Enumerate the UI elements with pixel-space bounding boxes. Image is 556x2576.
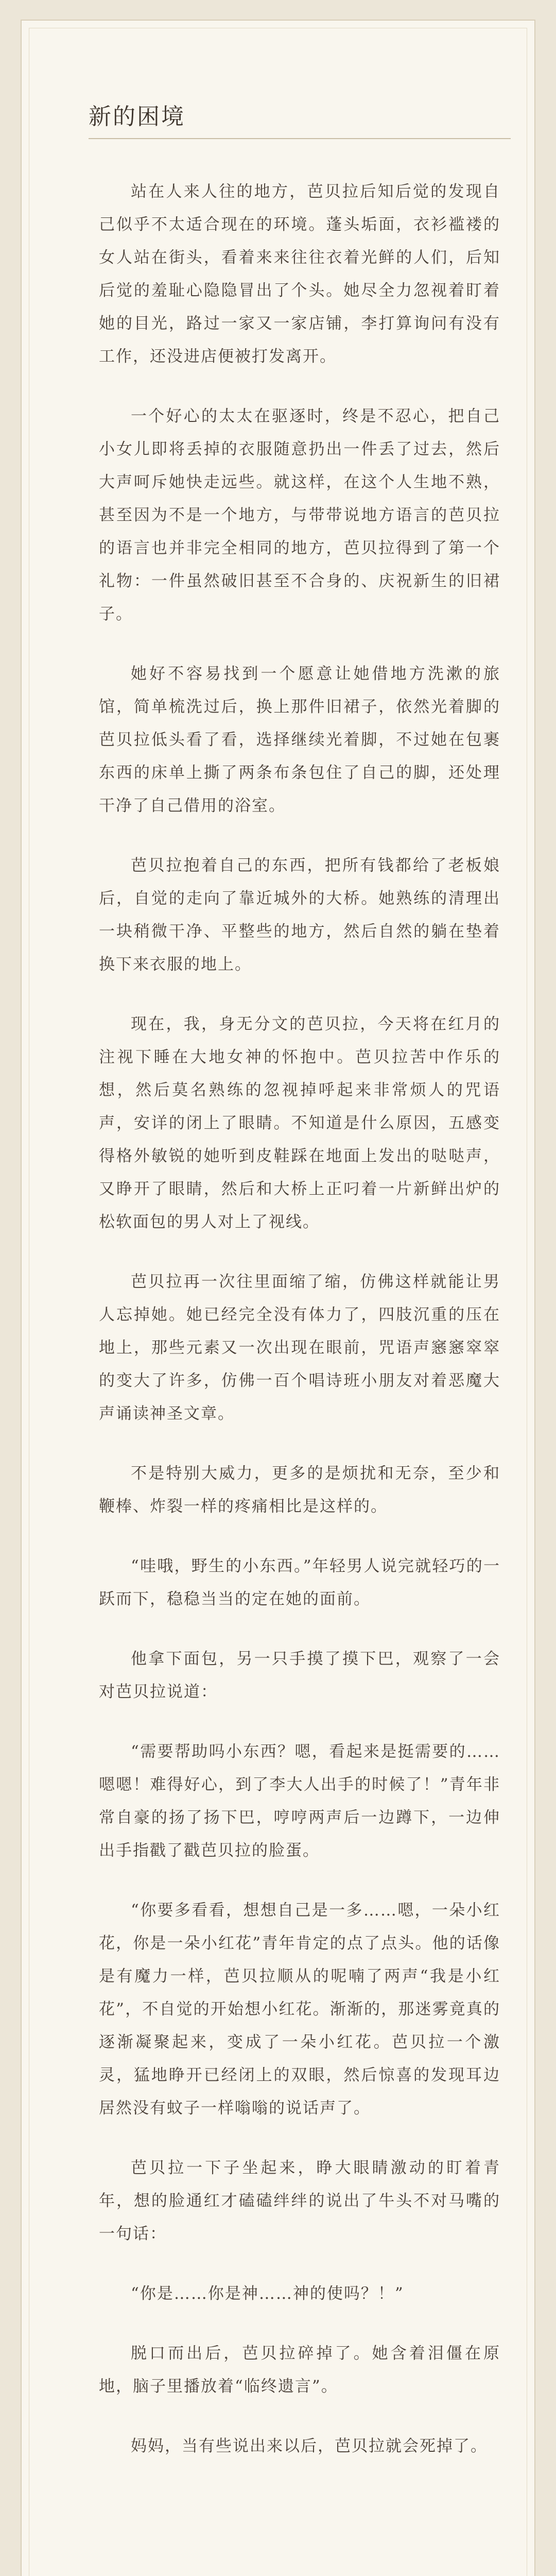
title-divider — [89, 138, 511, 139]
note-paper — [21, 20, 535, 2576]
paragraph: 芭贝拉再一次往里面缩了缩，仿佛这样就能让男人忘掉她。她已经完全没有体力了，四肢沉重的压在地上，那些元素又一次出现在眼前，咒语声窸窸窣窣的变大了许多，仿佛一百个唱诗班小朋友对着恶魔大声诵读神圣文章。 — [99, 1273, 500, 1423]
paragraph: 她好不容易找到一个愿意让她借地方洗漱的旅馆，简单梳洗过后，换上那件旧裙子，依然光着脚的芭贝拉低头看了看，选择继续光着脚，不过她在包裹东西的床单上撕了两条布条包住了自己的脚，还处理干净了自己借用的浴室。 — [99, 665, 500, 815]
paragraph: “哇哦，野生的小东西。”年轻男人说完就轻巧的一跃而下，稳稳当当的定在她的面前。 — [99, 1557, 500, 1608]
paragraph: “你是……你是神……神的使吗？！” — [131, 2284, 404, 2303]
paragraph: 站在人来人往的地方，芭贝拉后知后觉的发现自己似乎不太适合现在的环境。蓬头垢面，衣衫褴褛的女人站在街头，看着来来往往衣着光鲜的人们，后知后觉的羞耻心隐隐冒出了个头。她尽全力忽视着盯着她的目光，路过一家又一家店铺，李打算询问有没有工作，还没进店便被打发离开。 — [99, 182, 500, 366]
article-body — [99, 175, 500, 2489]
paragraph: 他拿下面包，另一只手摸了摸下巴，观察了一会对芭贝拉说道： — [99, 1650, 500, 1701]
paragraph: “你要多看看，想想自己是一多……嗯，一朵小红花，你是一朵小红花”青年肯定的点了点头。他的话像是有魔力一样，芭贝拉顺从的呢喃了两声“我是小红花”，不自觉的开始想小红花。渐渐的，那迷雾竟真的逐渐凝聚起来，变成了一朵小红花。芭贝拉一个激灵，猛地睁开已经闭上的双眼，然后惊喜的发现耳边居然没有蚊子一样嗡嗡的说话声了。 — [99, 1901, 500, 2117]
paragraph: 芭贝拉一下子坐起来，睁大眼睛激动的盯着青年，想的脸通红才磕磕绊绊的说出了牛头不对马嘴的一句话： — [99, 2159, 500, 2243]
paragraph: 芭贝拉抱着自己的东西，把所有钱都给了老板娘后，自觉的走向了靠近城外的大桥。她熟练的清理出一块稍微干净、平整些的地方，然后自然的躺在垫着换下来衣服的地上。 — [99, 856, 500, 974]
paragraph: “需要帮助吗小东西？嗯，看起来是挺需要的……嗯嗯！难得好心，到了李大人出手的时候了！”青年非常自豪的扬了扬下巴，哼哼两声后一边蹲下，一边伸出手指戳了戳芭贝拉的脸蛋。 — [99, 1742, 500, 1860]
paragraph: 妈妈，当有些说出来以后，芭贝拉就会死掉了。 — [131, 2437, 488, 2455]
paragraph: 现在，我，身无分文的芭贝拉，今天将在红月的注视下睡在大地女神的怀抱中。芭贝拉苦中作乐的想，然后莫名熟练的忽视掉呼起来非常烦人的咒语声，安详的闭上了眼睛。不知道是什么原因，五感变得格外敏锐的她听到皮鞋踩在地面上发出的哒哒声，又睁开了眼睛，然后和大桥上正叼着一片新鲜出炉的松软面包的男人对上了视线。 — [99, 1015, 500, 1231]
paragraph: 不是特别大威力，更多的是烦扰和无奈，至少和鞭棒、炸裂一样的疼痛相比是这样的。 — [99, 1464, 500, 1516]
page-title: 新的困境 — [89, 104, 185, 130]
paragraph: 脱口而出后，芭贝拉碎掉了。她含着泪僵在原地，脑子里播放着“临终遗言”。 — [99, 2344, 500, 2396]
paragraph: 一个好心的太太在驱逐时，终是不忍心，把自己小女儿即将丢掉的衣服随意扔出一件丢了过去，然后大声呵斥她快走远些。就这样，在这个人生地不熟，甚至因为不是一个地方，与带带说地方语言的芭贝拉的语言也并非完全相同的地方，芭贝拉得到了第一个礼物：一件虽然破旧甚至不合身的、庆祝新生的旧裙子。 — [99, 407, 500, 623]
